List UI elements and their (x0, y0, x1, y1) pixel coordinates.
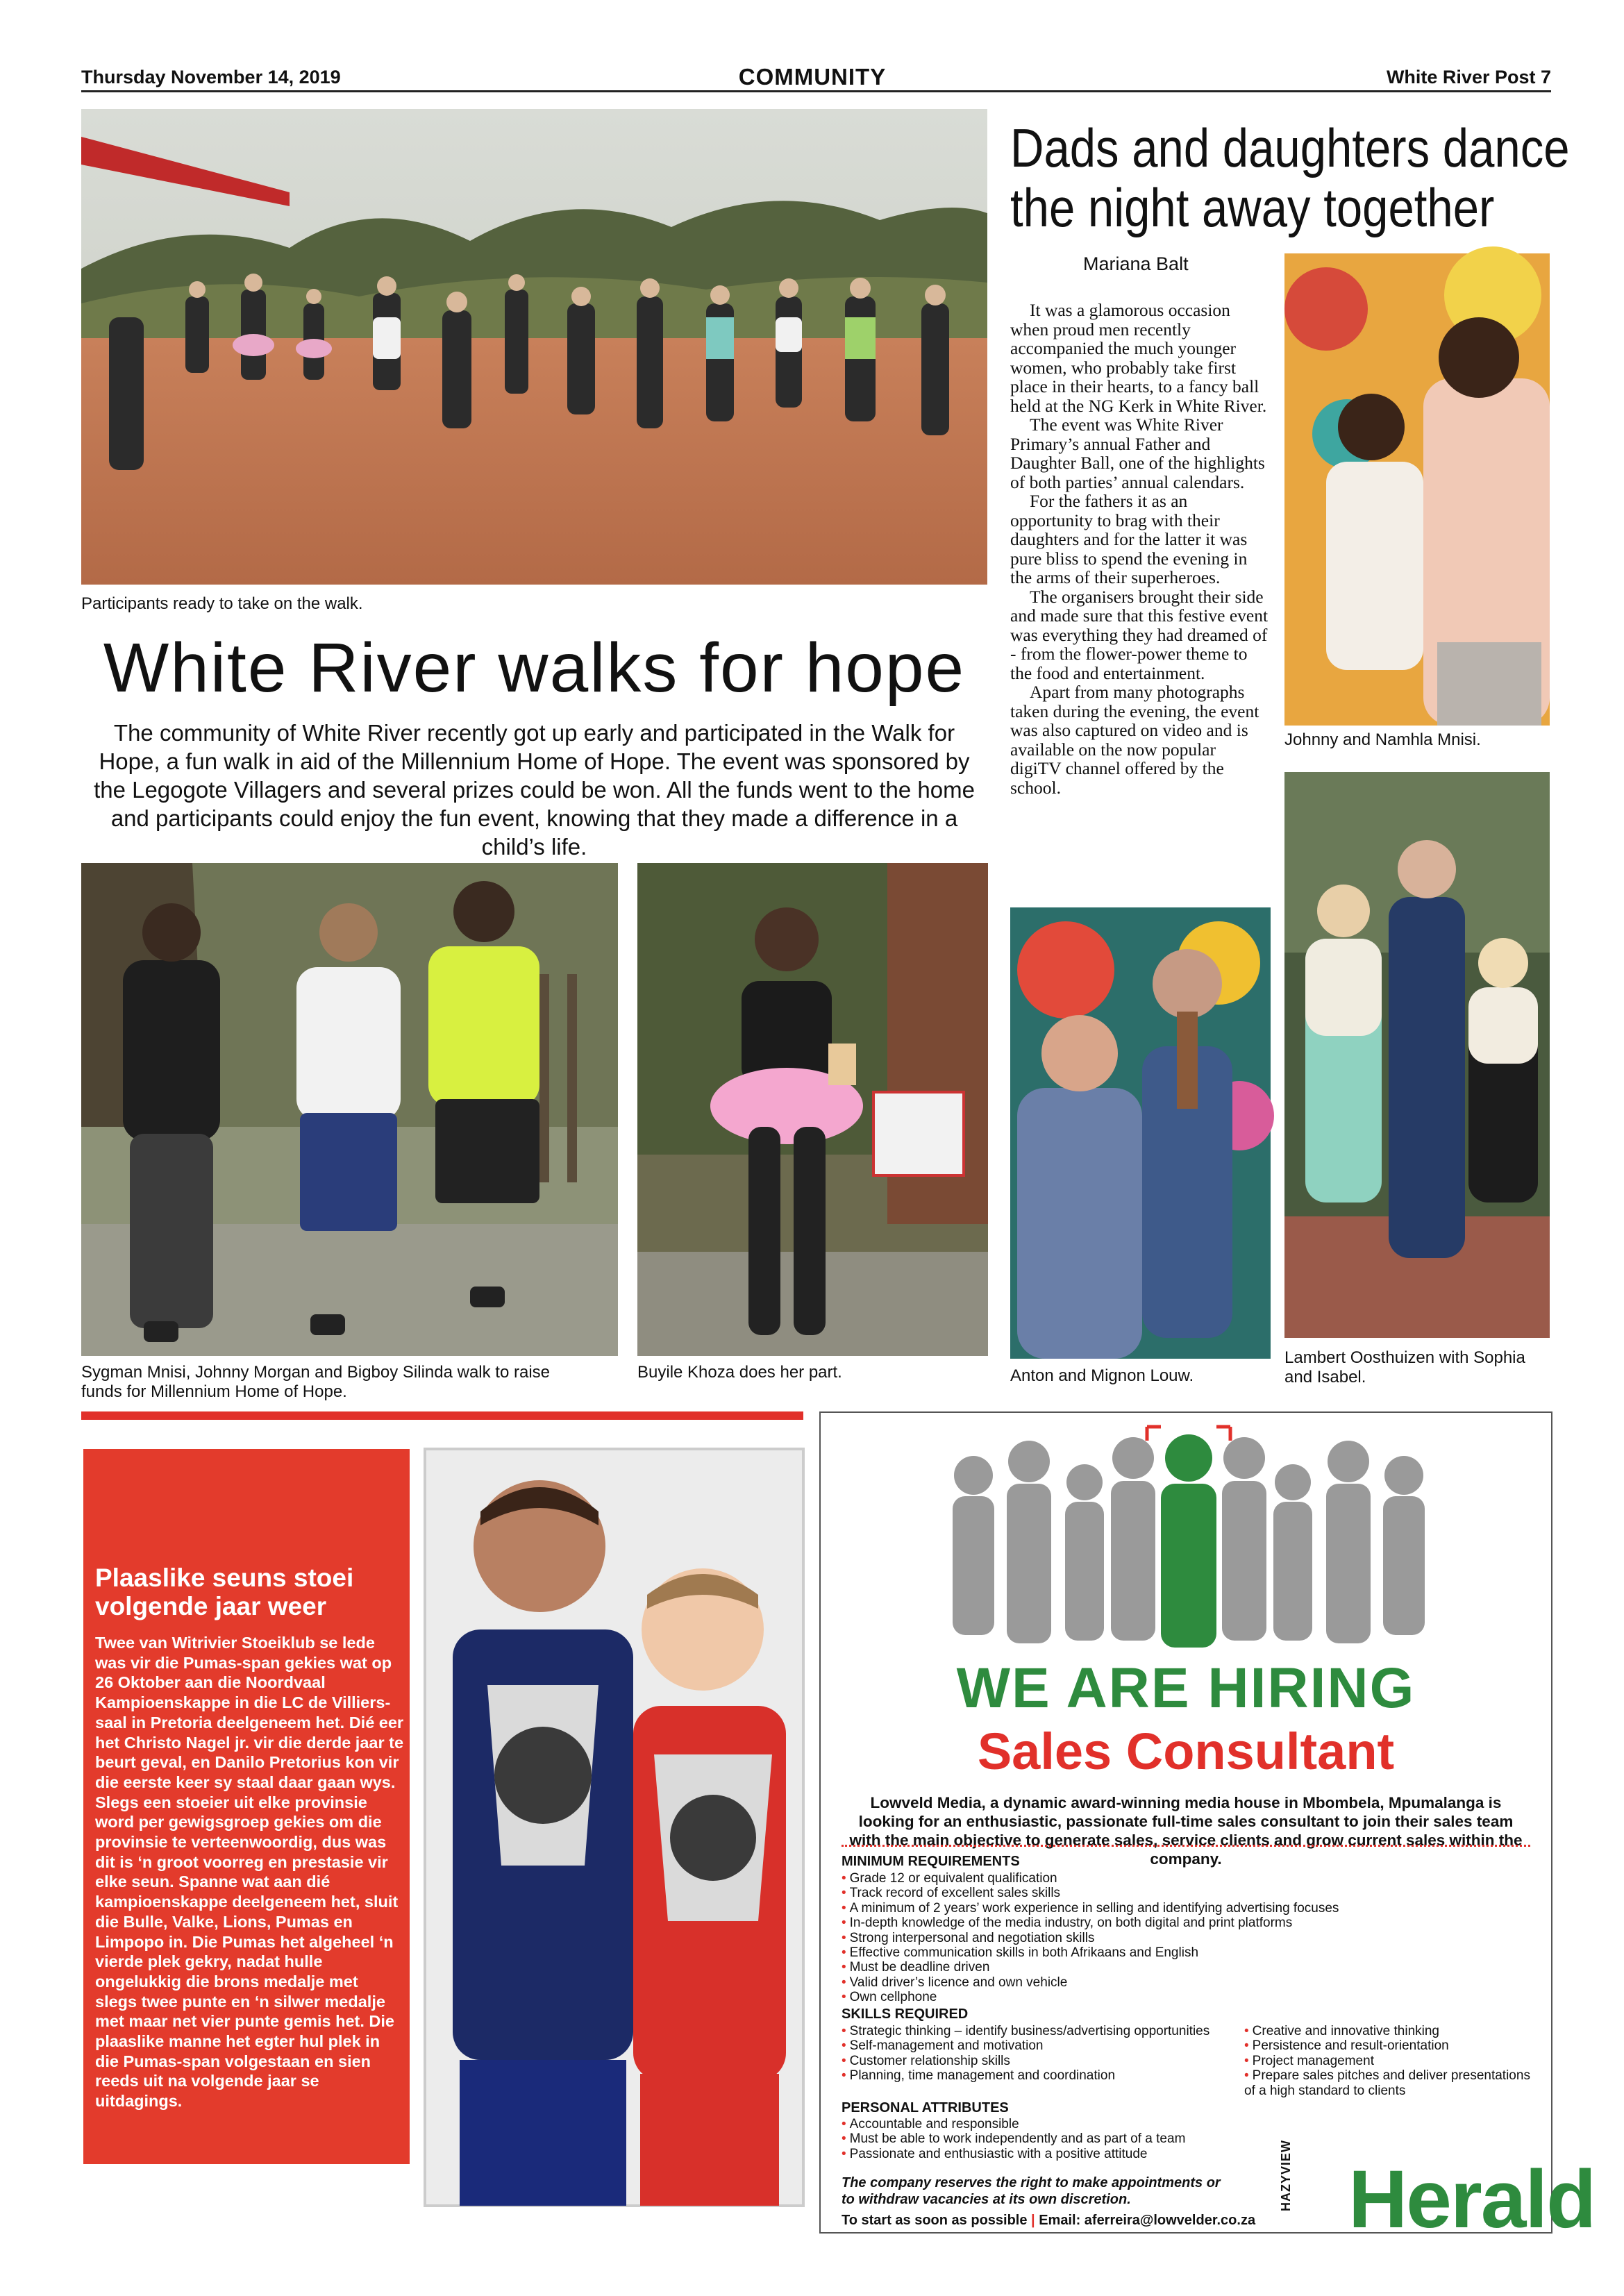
dance-paragraph: For the fathers it as an opportunity to brag with their daughters and for the latter it was pure bliss to spend the evening in the arms of their superheroes. (1010, 491, 1248, 587)
skill-item: • Creative and innovative thinking (1244, 2024, 1536, 2038)
wrestling-article-box (83, 1449, 410, 2164)
section-divider-bar (81, 1411, 803, 1420)
skill-item: • Self-management and motivation (842, 2038, 1230, 2053)
skill-item: • Prepare sales pitches and deliver presentations of a high standard to clients (1244, 2068, 1536, 2098)
hiring-advertisement (819, 1411, 1596, 2245)
ad-headline-hiring: WE ARE HIRING (956, 1657, 1416, 1720)
requirement-item: • Valid driver’s licence and own vehicle (842, 1975, 1529, 1990)
skill-item: • Customer relationship skills (842, 2054, 1230, 2068)
walk-headline: White River walks for hope (103, 629, 966, 707)
skill-item: • Persistence and result-orientation (1244, 2038, 1536, 2053)
personal-list (842, 2117, 1272, 2161)
buyile-caption: Buyile Khoza does her part. (637, 1363, 842, 1382)
walk-article-body: The community of White River recently got up early and participated in the Walk for Hope, a fun walk in aid of the Millennium Home of Hope. The event was sponsored by the Legogote Villagers and several prizes could be won. All the funds went to the home and participants could enjoy the fun event, knowing that they made a difference in a child’s life. (94, 720, 975, 860)
oosthuizen-photo (1284, 772, 1550, 1338)
mnisi-caption: Johnny and Namhla Mnisi. (1284, 730, 1481, 749)
requirement-item: • Strong interpersonal and negotiation skills (842, 1931, 1529, 1945)
wrestling-article-body: Twee van Witrivier Stoeiklub se lede was vir die Pumas-span gekies wat op 26 Oktober aan die Noordvaal Kampioenskappe in die LC de Villiers-saal in Pretoria deelgeneem het. Dié eer het Christo Nagel jr. vir die derde jaar te beurt geval, en Danilo Pretorius kon vir die eerste keer sy staal daar gaan wys. Slegs een stoeier uit elke provinsie word per gewigsgroep gekies om die provinsie te verteenwoordig, dus was dit is ‘n groot voorreg en prestasie vir elke seun. Spanne wat aan dié kampioenskappe deelgeneem het, sluit die Bulle, Valke, Lions, Pumas en Limpopo in. Die Pumas het algeheel ‘n vierde plek gekry, nadat hulle ongelukkig die brons medalje met slegs twee punte en ‘n silwer medalje met maar net vier punte gemis het. Die plaaslike manne het egter hul plek in die Pumas-span volgestaan en sien reeds uit na volgende jaar se uitdagings. (95, 1634, 404, 2111)
hazyview-label: HAZYVIEW (1279, 2139, 1293, 2211)
section-name: COMMUNITY (738, 64, 887, 90)
issue-date: Thursday November 14, 2019 (81, 67, 341, 87)
mnisi-photo (1284, 253, 1550, 726)
ad-intro: Lowveld Media, a dynamic award-winning media house in Mbombela, Mpumalanga is looking for an enthusiastic, passionate full-time sales consultant to join their sales team with the main objective to generate sales, service clients and grow current sales within the company. (849, 1794, 1523, 1868)
requirement-item: • A minimum of 2 years’ work experience in selling and identifying advertising focuses (842, 1901, 1529, 1916)
dance-paragraph: The organisers brought their side and made sure that this festive event was everything they had dreamed of - from the flower-power theme to the food and entertainment. (1010, 586, 1269, 683)
ad-start-note: To start as soon as possible (842, 2213, 1028, 2228)
skill-item: • Strategic thinking – identify business/advertising opportunities (842, 2024, 1230, 2038)
ad-disclaimer: The company reserves the right to make appointments or to withdraw vacancies at its own discretion. (842, 2175, 1221, 2207)
walkers-caption: Sygman Mnisi, Johnny Morgan and Bigboy Silinda walk to raise funds for Millennium Home of Hope. (81, 1363, 551, 1401)
requirement-item: • Own cellphone (842, 1990, 1529, 2004)
personal-item: • Accountable and responsible (842, 2117, 1272, 2131)
publication-name: White River Post 7 (1386, 67, 1551, 87)
skills-list-left (842, 2024, 1230, 2084)
byline: Mariana Balt (1083, 253, 1189, 274)
min-requirements-list (842, 1871, 1529, 2005)
dance-headline (1010, 117, 1570, 238)
dance-article-body (1010, 301, 1271, 797)
requirement-item: • In-depth knowledge of the media industry, on both digital and print platforms (842, 1916, 1529, 1930)
oosthuizen-caption: Lambert Oosthuizen with Sophia and Isabel. (1284, 1348, 1525, 1386)
ad-headline-position: Sales Consultant (977, 1723, 1395, 1780)
herald-logo: Herald (1348, 2154, 1596, 2245)
requirement-item: • Must be deadline driven (842, 1960, 1529, 1975)
personal-item: • Must be able to work independently and as part of a team (842, 2131, 1272, 2146)
dance-paragraph: Apart from many photographs taken during the evening, the event was also captured on video and is available on the now popular digiTV channel offered by the school. (1010, 682, 1259, 798)
ad-contact: To start as soon as possible | Email: aferreira@lowvelder.co.za (842, 2213, 1256, 2228)
personal-item: • Passionate and enthusiastic with a positive attitude (842, 2147, 1272, 2161)
skills-title: SKILLS REQUIRED (842, 2006, 969, 2022)
louw-photo (1010, 907, 1271, 1359)
personal-title: PERSONAL ATTRIBUTES (842, 2100, 1009, 2115)
ad-dotted-rule (842, 1845, 1530, 1847)
buyile-photo (637, 863, 988, 1356)
dance-paragraph: The event was White River Primary’s annual Father and Daughter Ball, one of the highlights of both parties’ annual calendars. (1010, 414, 1265, 492)
wrestling-headline: Plaaslike seuns stoei volgende jaar weer (95, 1564, 354, 1620)
silhouette-crowd-graphic (932, 1420, 1446, 1649)
walk-participants-photo (81, 109, 987, 585)
requirement-item: • Effective communication skills in both Afrikaans and English (842, 1945, 1529, 1960)
requirement-item: • Grade 12 or equivalent qualification (842, 1871, 1529, 1886)
skill-item: • Project management (1244, 2054, 1536, 2068)
header-rule (81, 90, 1551, 92)
wrestlers-photo (425, 1449, 803, 2206)
walk-photo-caption: Participants ready to take on the walk. (81, 594, 363, 613)
ad-email[interactable]: Email: aferreira@lowvelder.co.za (1039, 2213, 1256, 2228)
skill-item: • Planning, time management and coordination (842, 2068, 1230, 2083)
skills-list-right (1244, 2024, 1536, 2098)
dance-headline-line1: Dads and daughters dance (1010, 117, 1570, 178)
min-requirements-title: MINIMUM REQUIREMENTS (842, 1854, 1020, 1869)
walkers-photo (81, 863, 618, 1356)
dance-paragraph: It was a glamorous occasion when proud men recently accompanied the much younger women, who probably take first place in their hearts, to a fancy ball held at the NG Kerk in White River. (1010, 300, 1267, 416)
requirement-item: • Track record of excellent sales skills (842, 1886, 1529, 1900)
dance-headline-line2: the night away together (1010, 177, 1495, 238)
louw-caption: Anton and Mignon Louw. (1010, 1366, 1194, 1385)
